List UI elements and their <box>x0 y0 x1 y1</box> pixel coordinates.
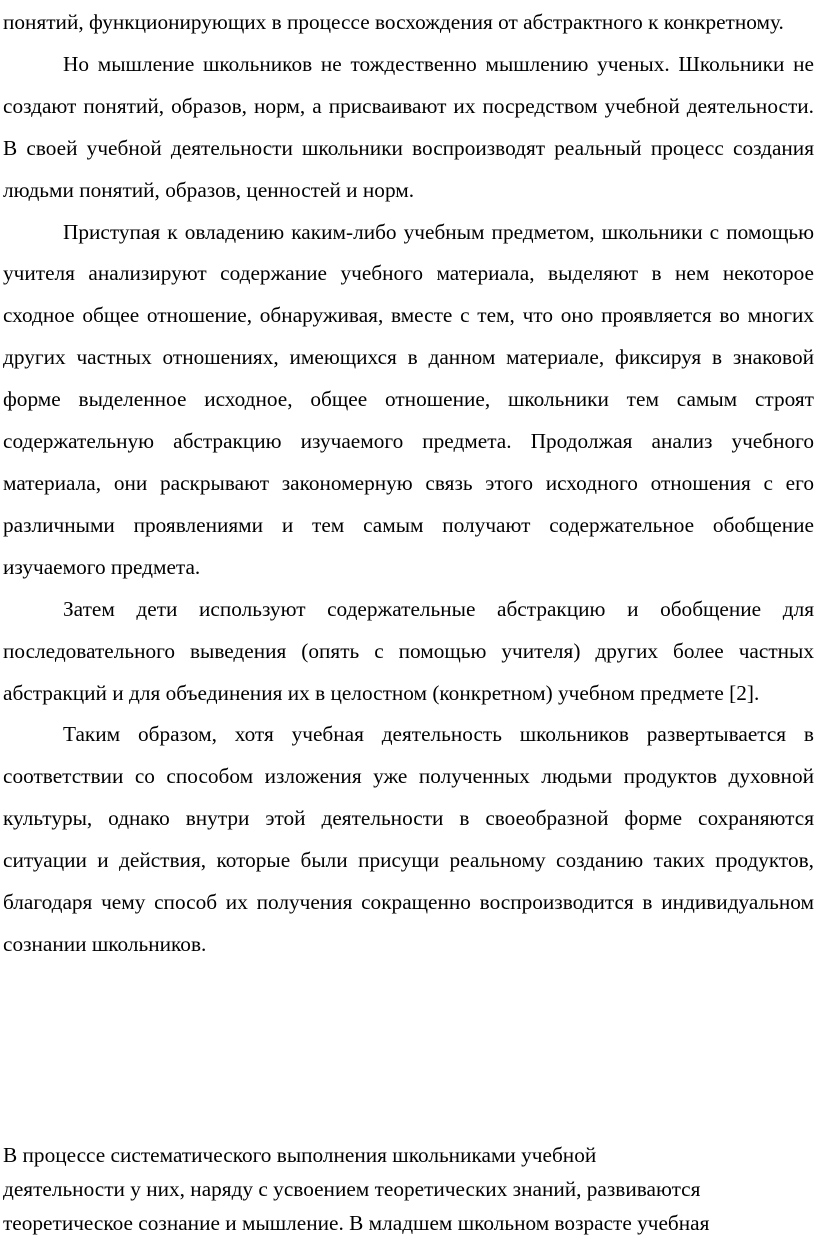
paragraph: Приступая к овладению каким-либо учебным предметом, школьники с помощью учителя анализируют содержание учебного материала, выделяют в нем некоторое сходное общее отношение, обнаруживая, вместе с тем, что оно проявляется во многих других частных отношениях, имеющихся в данном материале, фиксируя в знаковой форме выделенное исходное, общее отношение, школьники тем самым строят содержательную абстракцию изучаемого предмета. Продолжая анализ учебного материала, они раскрывают закономерную связь этого исходного отношения с его различными проявлениями и тем самым получают содержательное обобщение изучаемого предмета. <box>3 219 814 579</box>
paragraph: Затем дети используют содержательные абстракцию и обобщение для последовательного выведения (опять с помощью учителя) других более частных абстракций и для объединения их в целостном (конкретном) учебном предмете [2]. <box>3 596 814 705</box>
tail-line: деятельности у них, наряду с усвоением теоретических знаний, развиваются <box>3 1177 701 1201</box>
paragraph-continuation: понятий, функционирующих в процессе восхождения от абстрактного к конкретному. <box>3 10 784 34</box>
paragraph: Но мышление школьников не тождественно мышлению ученых. Школьники не создают понятий, образов, норм, а присваивают их посредством учебной деятельности. В своей учебной деятельности школьники воспроизводят реальный процесс создания людьми понятий, образов, ценностей и норм. <box>3 51 814 202</box>
document-body <box>0 2 816 966</box>
tail-line: В процессе систематического выполнения школьниками учебной <box>3 1143 597 1167</box>
paragraph: Таким образом, хотя учебная деятельность школьников развертывается в соответствии со способом изложения уже полученных людьми продуктов духовной культуры, однако внутри этой деятельности в своеобразной форме сохраняются ситуации и действия, которые были присущи реальному созданию таких продуктов, благодаря чему способ их получения сокращенно воспроизводится в индивидуальном сознании школьников. <box>3 722 814 956</box>
tail-line: теоретическое сознание и мышление. В младшем школьном возрасте учебная <box>3 1211 710 1235</box>
document-tail-paragraph <box>0 1138 816 1240</box>
